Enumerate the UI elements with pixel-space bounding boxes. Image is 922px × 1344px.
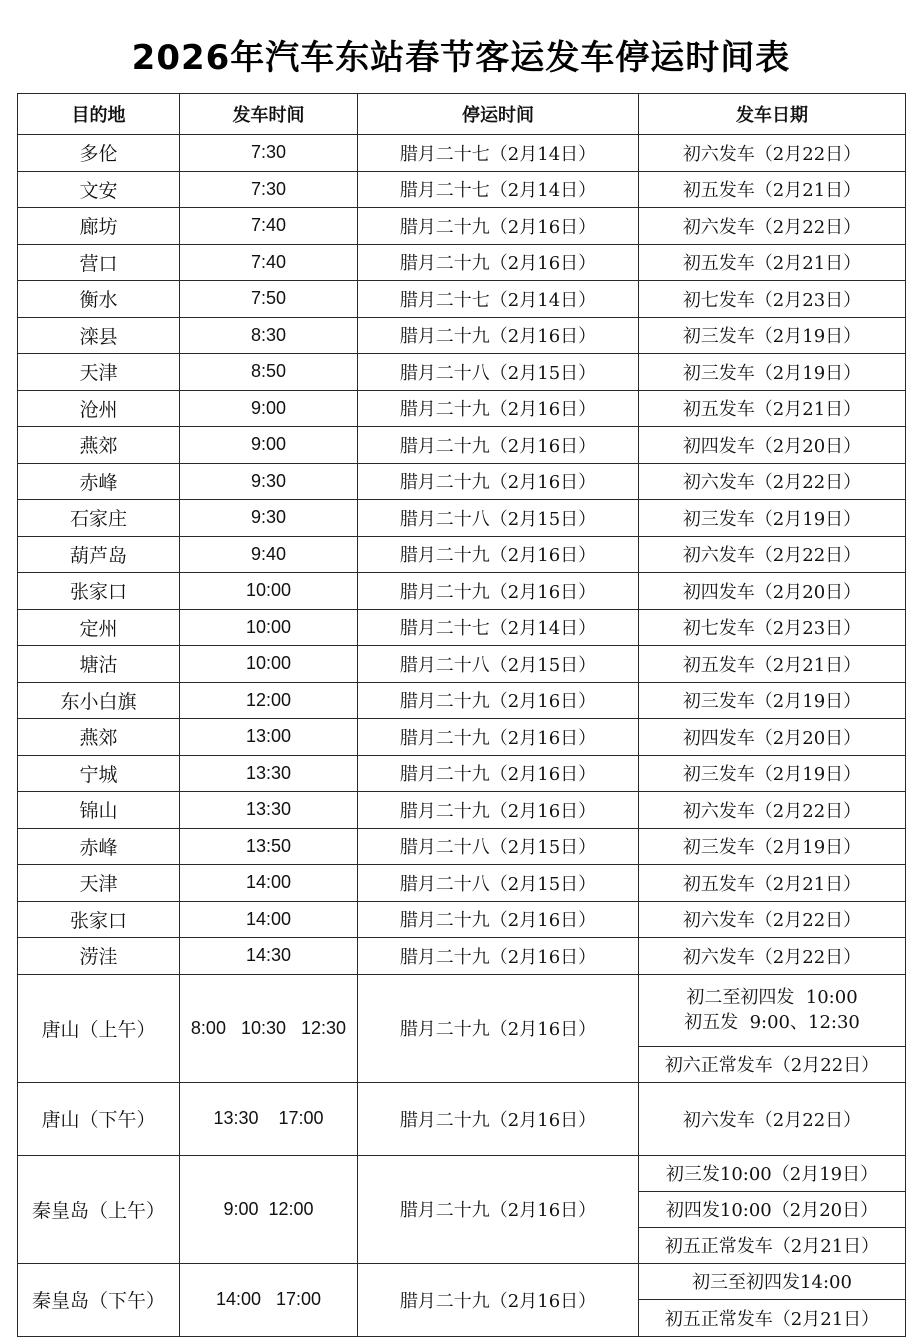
table-row-tangshan-pm [18, 1082, 906, 1155]
destination-cell: 张家口 [18, 901, 180, 938]
departure-date-cell [639, 974, 906, 1082]
departure-note-line: 初二至初四发 10:00 [686, 987, 858, 1008]
suspension-time-cell: 腊月二十八（2月15日） [358, 500, 639, 537]
destination-cell: 文安 [18, 171, 180, 208]
destination-cell: 营口 [18, 244, 180, 281]
table-row [18, 536, 906, 573]
suspension-time-cell: 腊月二十九（2月16日） [358, 536, 639, 573]
departure-time-cell: 7:40 [180, 244, 358, 281]
table-header-row [18, 94, 906, 135]
departure-note-line: 初五发 9:00、12:30 [684, 1012, 860, 1033]
suspension-time-cell: 腊月二十九（2月16日） [358, 573, 639, 610]
suspension-time-cell: 腊月二十八（2月15日） [358, 865, 639, 902]
destination-cell: 沧州 [18, 390, 180, 427]
destination-cell: 秦皇岛（下午） [18, 1263, 180, 1336]
suspension-time-cell: 腊月二十七（2月14日） [358, 609, 639, 646]
suspension-time-cell: 腊月二十九（2月16日） [358, 901, 639, 938]
departure-date-cell: 初六发车（2月22日） [639, 1082, 906, 1155]
table-row [18, 755, 906, 792]
departure-date-cell: 初四发车（2月20日） [639, 573, 906, 610]
suspension-time-cell: 腊月二十七（2月14日） [358, 135, 639, 172]
departure-date-cell: 初六发车（2月22日） [639, 792, 906, 829]
departure-time-cell: 10:00 [180, 573, 358, 610]
schedule-table [17, 93, 906, 1337]
departure-date-cell: 初三发车（2月19日） [639, 354, 906, 391]
departure-date-cell: 初三发车（2月19日） [639, 682, 906, 719]
table-row [18, 135, 906, 172]
suspension-time-cell: 腊月二十九（2月16日） [358, 719, 639, 756]
suspension-time-cell: 腊月二十九（2月16日） [358, 938, 639, 975]
departure-time-cell: 9:40 [180, 536, 358, 573]
table-row [18, 573, 906, 610]
table-row [18, 354, 906, 391]
departure-date-cell: 初五发车（2月21日） [639, 171, 906, 208]
destination-cell: 宁城 [18, 755, 180, 792]
departure-note-line: 初五正常发车（2月21日） [639, 1227, 905, 1263]
special-rows [18, 974, 906, 1336]
departure-time-cell: 7:50 [180, 281, 358, 318]
table-row [18, 281, 906, 318]
table-row [18, 901, 906, 938]
header-departure-date: 发车日期 [639, 94, 906, 135]
departure-time-cell: 14:30 [180, 938, 358, 975]
destination-cell: 塘沽 [18, 646, 180, 683]
departure-note-line: 初三至初四发14:00 [692, 1272, 852, 1294]
departure-time-cell: 8:50 [180, 354, 358, 391]
departure-time-cell: 9:00 12:00 [180, 1155, 358, 1263]
departure-date-cell: 初四发车（2月20日） [639, 427, 906, 464]
destination-cell: 燕郊 [18, 719, 180, 756]
destination-cell: 葫芦岛 [18, 536, 180, 573]
departure-time-cell: 13:00 [180, 719, 358, 756]
suspension-time-cell: 腊月二十九（2月16日） [358, 463, 639, 500]
departure-date-cell [639, 1155, 906, 1263]
departure-time-cell: 14:00 [180, 865, 358, 902]
departure-date-cell: 初六发车（2月22日） [639, 901, 906, 938]
departure-note-line: 初六正常发车（2月22日） [639, 1046, 905, 1082]
destination-cell: 锦山 [18, 792, 180, 829]
departure-date-cell: 初五发车（2月21日） [639, 646, 906, 683]
table-row [18, 609, 906, 646]
suspension-time-cell: 腊月二十九（2月16日） [358, 682, 639, 719]
destination-cell: 燕郊 [18, 427, 180, 464]
departure-time-cell: 10:00 [180, 609, 358, 646]
departure-date-cell: 初三发车（2月19日） [639, 500, 906, 537]
destination-cell: 衡水 [18, 281, 180, 318]
departure-date-cell: 初三发车（2月19日） [639, 755, 906, 792]
suspension-time-cell: 腊月二十九（2月16日） [358, 427, 639, 464]
destination-cell: 赤峰 [18, 463, 180, 500]
departure-time-cell: 14:00 [180, 901, 358, 938]
departure-time-cell: 13:30 [180, 792, 358, 829]
departure-date-cell: 初四发车（2月20日） [639, 719, 906, 756]
table-row-qinhuangdao-am [18, 1155, 906, 1263]
departure-note-line: 初三发10:00（2月19日） [665, 1164, 879, 1185]
departure-time-cell: 14:00 17:00 [180, 1263, 358, 1336]
suspension-time-cell: 腊月二十八（2月15日） [358, 354, 639, 391]
destination-cell: 石家庄 [18, 500, 180, 537]
destination-cell: 多伦 [18, 135, 180, 172]
table-row [18, 719, 906, 756]
departure-date-cell: 初五发车（2月21日） [639, 390, 906, 427]
suspension-time-cell: 腊月二十九（2月16日） [358, 208, 639, 245]
table-row [18, 500, 906, 537]
departure-date-cell: 初七发车（2月23日） [639, 609, 906, 646]
departure-time-cell: 9:30 [180, 500, 358, 537]
departure-time-cell: 7:30 [180, 135, 358, 172]
destination-cell: 天津 [18, 354, 180, 391]
table-row [18, 792, 906, 829]
destination-cell: 唐山（上午） [18, 974, 180, 1082]
suspension-time-cell: 腊月二十九（2月16日） [358, 244, 639, 281]
departure-time-cell: 12:00 [180, 682, 358, 719]
departure-note-line: 初四发10:00（2月20日） [639, 1191, 905, 1227]
departure-time-cell: 8:00 10:30 12:30 [180, 974, 358, 1082]
departure-date-cell: 初三发车（2月19日） [639, 828, 906, 865]
departure-time-cell: 7:40 [180, 208, 358, 245]
destination-cell: 天津 [18, 865, 180, 902]
departure-date-cell: 初三发车（2月19日） [639, 317, 906, 354]
table-row-qinhuangdao-pm [18, 1263, 906, 1336]
table-row [18, 938, 906, 975]
destination-cell: 东小白旗 [18, 682, 180, 719]
departure-time-cell: 10:00 [180, 646, 358, 683]
departure-date-cell: 初五发车（2月21日） [639, 865, 906, 902]
table-row [18, 463, 906, 500]
suspension-time-cell: 腊月二十九（2月16日） [358, 1155, 639, 1263]
destination-cell: 秦皇岛（上午） [18, 1155, 180, 1263]
departure-time-cell: 9:00 [180, 427, 358, 464]
destination-cell: 定州 [18, 609, 180, 646]
departure-note-line: 初五正常发车（2月21日） [639, 1299, 905, 1336]
destination-cell: 张家口 [18, 573, 180, 610]
table-row [18, 828, 906, 865]
header-departure-time: 发车时间 [180, 94, 358, 135]
table-row [18, 427, 906, 464]
table-row [18, 390, 906, 427]
table-row [18, 865, 906, 902]
suspension-time-cell: 腊月二十七（2月14日） [358, 281, 639, 318]
table-row [18, 171, 906, 208]
table-row [18, 317, 906, 354]
departure-time-cell: 9:00 [180, 390, 358, 427]
departure-time-cell: 13:50 [180, 828, 358, 865]
departure-date-cell: 初七发车（2月23日） [639, 281, 906, 318]
departure-date-cell [639, 1263, 906, 1336]
table-row [18, 244, 906, 281]
destination-cell: 廊坊 [18, 208, 180, 245]
table-row [18, 646, 906, 683]
departure-time-cell: 13:30 17:00 [180, 1082, 358, 1155]
departure-date-cell: 初五发车（2月21日） [639, 244, 906, 281]
departure-time-cell: 7:30 [180, 171, 358, 208]
suspension-time-cell: 腊月二十九（2月16日） [358, 974, 639, 1082]
page-title: 2026年汽车东站春节客运发车停运时间表 [131, 38, 791, 78]
table-row-tangshan-am [18, 974, 906, 1082]
departure-note-block [639, 975, 905, 1046]
destination-cell: 滦县 [18, 317, 180, 354]
departure-date-cell: 初六发车（2月22日） [639, 463, 906, 500]
destination-cell: 赤峰 [18, 828, 180, 865]
suspension-time-cell: 腊月二十七（2月14日） [358, 171, 639, 208]
departure-time-cell: 8:30 [180, 317, 358, 354]
departure-date-cell: 初六发车（2月22日） [639, 536, 906, 573]
table-row [18, 208, 906, 245]
suspension-time-cell: 腊月二十九（2月16日） [358, 1263, 639, 1336]
destination-cell: 唐山（下午） [18, 1082, 180, 1155]
departure-time-cell: 9:30 [180, 463, 358, 500]
suspension-time-cell: 腊月二十九（2月16日） [358, 390, 639, 427]
suspension-time-cell: 腊月二十九（2月16日） [358, 317, 639, 354]
suspension-time-cell: 腊月二十九（2月16日） [358, 1082, 639, 1155]
departure-time-cell: 13:30 [180, 755, 358, 792]
suspension-time-cell: 腊月二十九（2月16日） [358, 792, 639, 829]
departure-date-cell: 初六发车（2月22日） [639, 208, 906, 245]
table-body [18, 135, 906, 975]
header-suspension-time: 停运时间 [358, 94, 639, 135]
suspension-time-cell: 腊月二十八（2月15日） [358, 828, 639, 865]
table-row [18, 682, 906, 719]
departure-date-cell: 初六发车（2月22日） [639, 135, 906, 172]
suspension-time-cell: 腊月二十八（2月15日） [358, 646, 639, 683]
header-destination: 目的地 [18, 94, 180, 135]
suspension-time-cell: 腊月二十九（2月16日） [358, 755, 639, 792]
destination-cell: 涝洼 [18, 938, 180, 975]
departure-date-cell: 初六发车（2月22日） [639, 938, 906, 975]
